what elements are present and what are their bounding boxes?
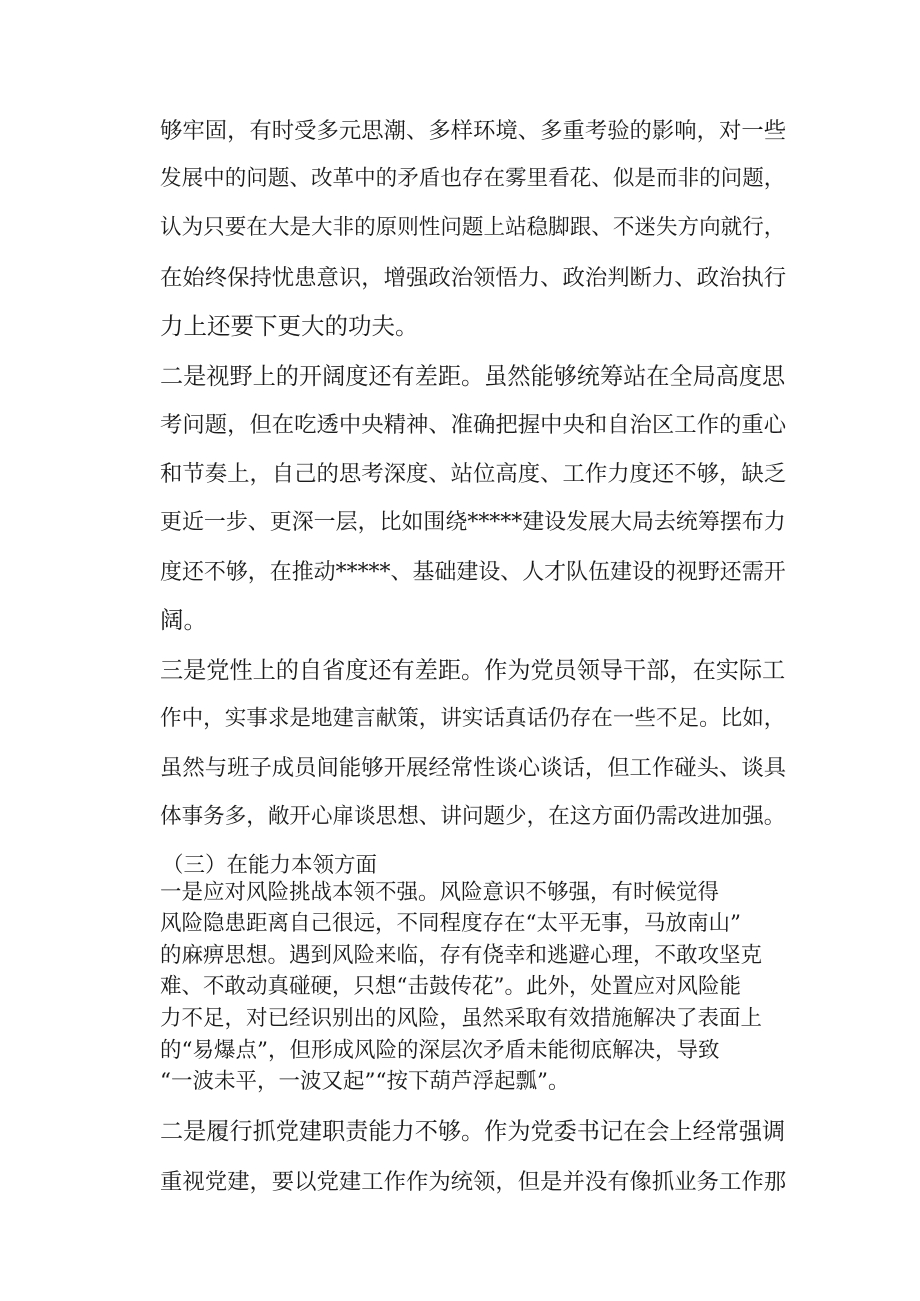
text-line: 体事务多，敞开心扉谈思想、讲问题少，在这方面仍需改进加强。 bbox=[160, 804, 786, 829]
text-line: 和节奏上，自己的思考深度、站位高度、工作力度还不够，缺乏 bbox=[160, 461, 787, 487]
text-line: 发展中的问题、改革中的矛盾也存在雾里看花、似是而非的问题， bbox=[160, 166, 786, 191]
heading-text: （三）在能力本领方面 bbox=[162, 853, 378, 878]
text-line: 更近一步、更深一层，比如围绕*****建设发展大局去统筹摆布力 bbox=[160, 510, 786, 535]
text-line: 难、不敢动真碰硬，只想“击鼓传花”。此外，处置应对风险能 bbox=[160, 974, 741, 999]
text-line: 二是视野上的开阔度还有差距。虽然能够统筹站在全局高度思 bbox=[160, 363, 786, 390]
text-line: 的麻痹思想。遇到风险来临，存有侥幸和逃避心理，不敢攻坚克 bbox=[160, 943, 763, 968]
text-line: 二是履行抓党建职责能力不够。作为党委书记在会上经常强调 bbox=[160, 1118, 786, 1145]
text-line: 在始终保持忧患意识，增强政治领悟力、政治判断力、政治执行 bbox=[160, 265, 787, 291]
text-line: 作中，实事求是地建言献策，讲实话真话仍存在一些不足。比如， bbox=[160, 706, 786, 731]
text-line: 三是党性上的自省度还有差距。作为党员领导干部，在实际工 bbox=[160, 657, 786, 684]
text-line: 阔。 bbox=[160, 606, 207, 634]
text-line: 够牢固，有时受多元思潮、多样环境、多重考验的影响，对一些 bbox=[160, 118, 787, 144]
text-line: 考问题，但在吃透中央精神、准确把握中央和自治区工作的重心 bbox=[160, 412, 787, 438]
text-line: 虽然与班子成员间能够开展经常性谈心谈话，但工作碰头、谈具 bbox=[160, 755, 787, 781]
text-line: 力上还要下更大的功夫。 bbox=[160, 312, 419, 340]
text-line: 的“易爆点”，但形成风险的深层次矛盾未能彻底解决，导致 bbox=[160, 1038, 720, 1063]
text-line: 风险隐患距离自己很远，不同程度存在“太平无事，马放南山” bbox=[160, 911, 741, 936]
text-line: 力不足，对已经识别出的风险，虽然采取有效措施解决了表面上 bbox=[160, 1006, 763, 1031]
text-line: 重视党建，要以党建工作作为统领，但是并没有像抓业务工作那 bbox=[160, 1169, 787, 1195]
text-line: 认为只要在大是大非的原则性问题上站稳脚跟、不迷失方向就行， bbox=[160, 215, 786, 240]
text-line: 度还不够，在推动*****、基础建设、人才队伍建设的视野还需开 bbox=[160, 560, 786, 585]
text-line: “一波未平，一波又起”“按下葫芦浮起瓢”。 bbox=[160, 1069, 570, 1094]
text-line: 一是应对风险挑战本领不强。风险意识不够强，有时候觉得 bbox=[160, 880, 720, 905]
